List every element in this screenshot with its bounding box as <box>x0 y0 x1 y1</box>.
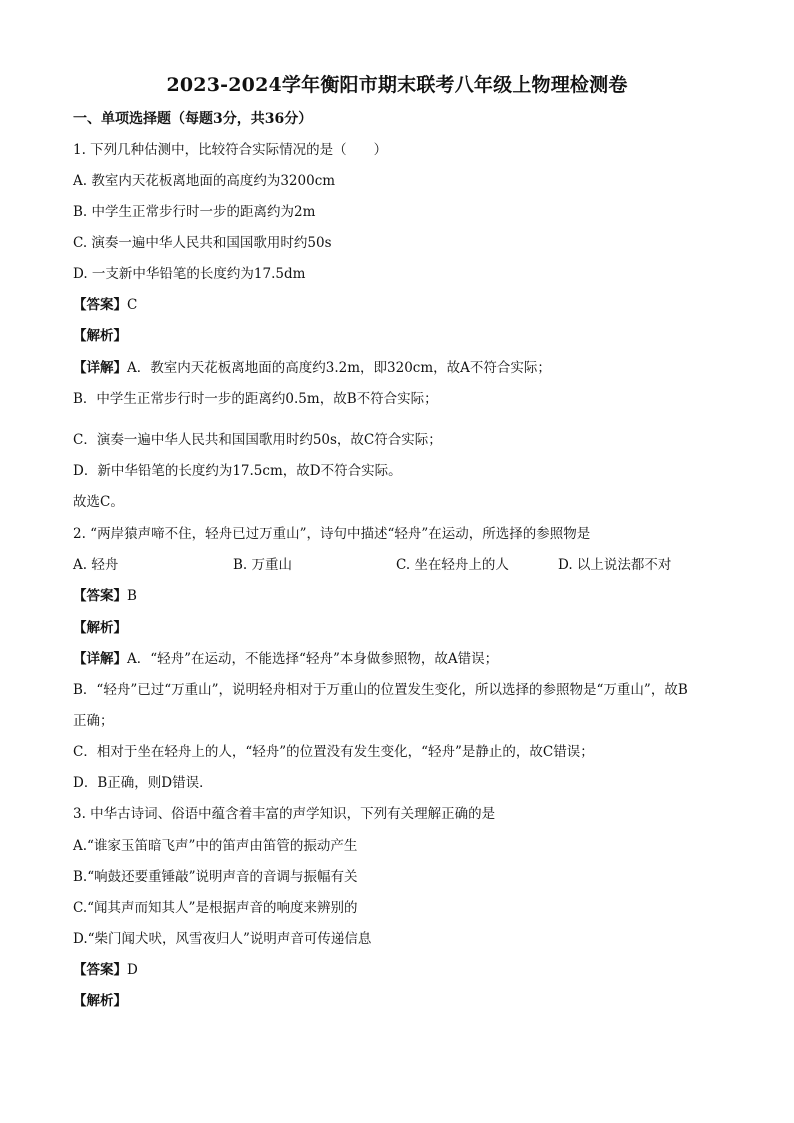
answer-tag: 【答案】 <box>73 588 127 604</box>
question-2-detail-3: C．相对于坐在轻舟上的人，“轻舟”的位置没有发生变化，“轻舟”是静止的，故C错误； <box>73 744 594 760</box>
answer-value: C <box>127 297 138 313</box>
question-2-option-c: C. 坐在轻舟上的人 <box>396 557 509 573</box>
question-3-answer <box>73 961 138 979</box>
answer-tag: 【答案】 <box>73 962 127 978</box>
question-2-detail-2: B．“轻舟”已过“万重山”，说明轻舟相对于万重山的位置发生变化，所以选择的参照物是“万重山”，故B <box>73 682 688 698</box>
question-1-stem: 1. 下列几种估测中，比较符合实际情况的是（ ） <box>73 142 388 158</box>
section-heading: 一、单项选择题（每题3分，共36分） <box>73 111 313 127</box>
question-2-stem: 2. “两岸猿声啼不住，轻舟已过万重山”，诗句中描述“轻舟”在运动，所选择的参照物是 <box>73 526 591 542</box>
question-2-option-a: A. 轻舟 <box>73 557 119 573</box>
question-1-option-c: C. 演奏一遍中华人民共和国国歌用时约50s <box>73 235 332 251</box>
question-2-detail-2-cont: 正确； <box>73 713 114 729</box>
detail-tag: 【详解】 <box>73 360 127 376</box>
detail-text: A．“轻舟”在运动，不能选择“轻舟”本身做参照物，故A错误； <box>127 651 499 667</box>
question-1-option-a: A. 教室内天花板离地面的高度约为3200cm <box>73 173 336 189</box>
question-3-option-d: D.“柴门闻犬吠，风雪夜归人”说明声音可传递信息 <box>73 931 372 947</box>
page-title: 2023-2024学年衡阳市期末联考八年级上物理检测卷 <box>166 74 628 96</box>
question-2-option-d: D. 以上说法都不对 <box>558 557 672 573</box>
question-1-detail-3: C．演奏一遍中华人民共和国国歌用时约50s，故C符合实际； <box>73 432 442 448</box>
question-2-detail-4: D．B正确，则D错误． <box>73 775 213 791</box>
question-1-answer <box>73 296 137 314</box>
detail-tag: 【详解】 <box>73 651 127 667</box>
question-3-option-c: C.“闻其声而知其人”是根据声音的响度来辨别的 <box>73 900 358 916</box>
question-3-stem: 3. 中华古诗词、俗语中蕴含着丰富的声学知识，下列有关理解正确的是 <box>73 806 496 822</box>
question-1-option-d: D. 一支新中华铅笔的长度约为17.5dm <box>73 266 306 282</box>
answer-tag: 【答案】 <box>73 297 127 313</box>
question-3-option-b: B.“响鼓还要重锤敲”说明声音的音调与振幅有关 <box>73 869 358 885</box>
question-1-detail-4: D．新中华铅笔的长度约为17.5cm，故D不符合实际。 <box>73 463 402 479</box>
answer-value: B <box>127 588 137 604</box>
question-1-option-b: B. 中学生正常步行时一步的距离约为2m <box>73 204 316 220</box>
question-1-detail-1 <box>73 359 551 377</box>
question-2-option-b: B. 万重山 <box>233 557 293 573</box>
question-2-answer <box>73 587 137 605</box>
answer-value: D <box>127 962 138 978</box>
question-1-detail-2: B．中学生正常步行时一步的距离约0.5m，故B不符合实际； <box>73 391 438 407</box>
question-2-detail-1 <box>73 650 498 668</box>
question-1-conclusion: 故选C。 <box>73 494 124 510</box>
question-3-analysis-tag: 【解析】 <box>73 993 127 1009</box>
question-3-option-a: A.“谁家玉笛暗飞声”中的笛声由笛管的振动产生 <box>73 838 358 854</box>
question-2-analysis-tag: 【解析】 <box>73 620 127 636</box>
question-1-analysis-tag: 【解析】 <box>73 328 127 344</box>
detail-text: A．教室内天花板离地面的高度约3.2m，即320cm，故A不符合实际； <box>127 360 551 376</box>
